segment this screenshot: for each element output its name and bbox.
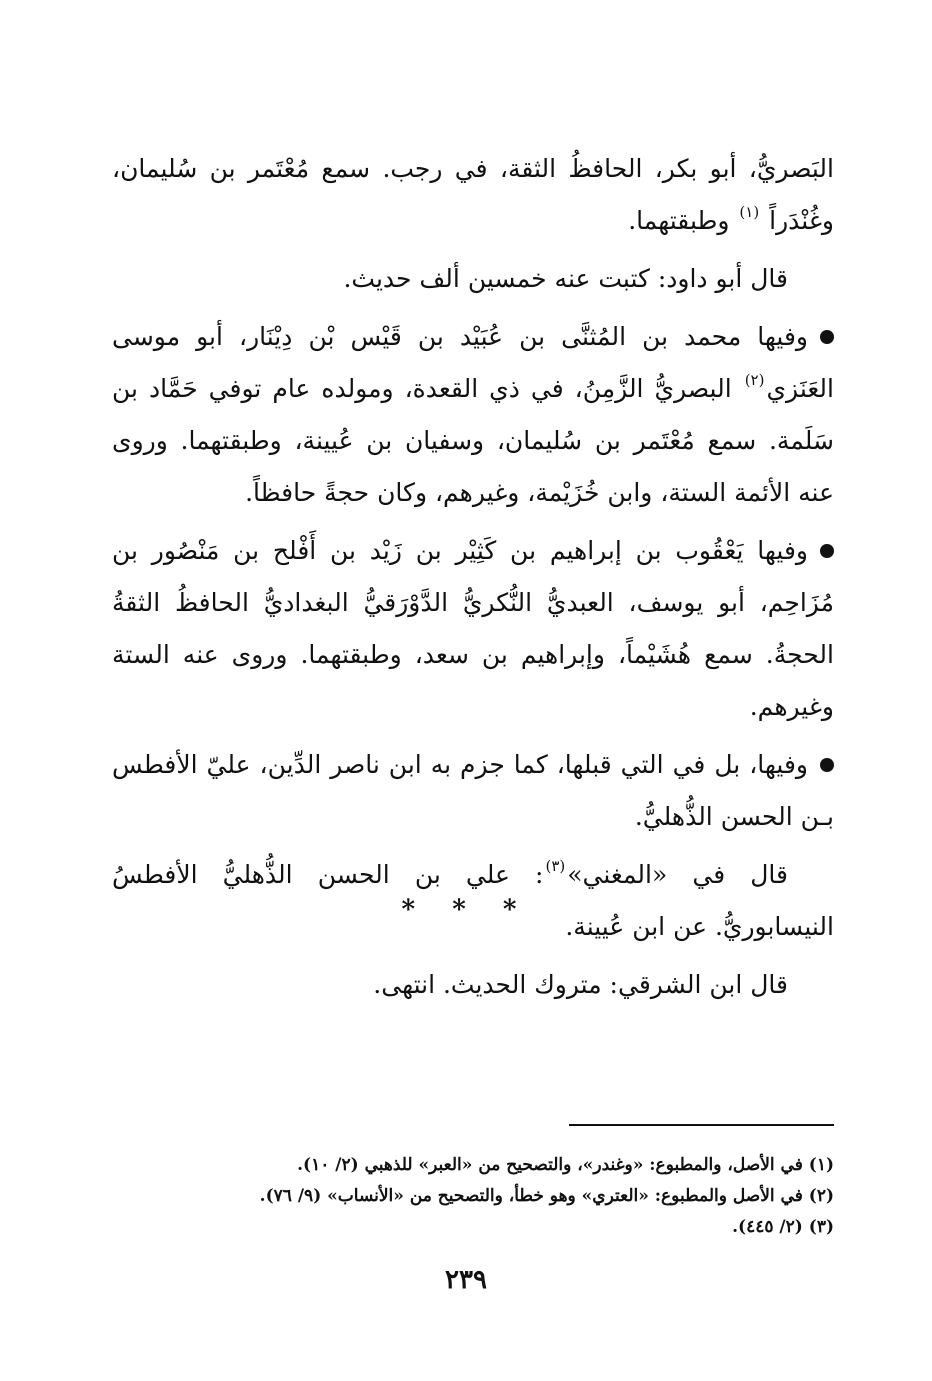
paragraph-1-line-2b: وطبقتهما. — [628, 206, 730, 235]
paragraph-4 — [112, 525, 834, 733]
paragraph-7: قال ابن الشرقي: متروك الحديث. انتهى. — [373, 970, 788, 999]
footnote-ref-3[interactable]: (٣) — [545, 856, 566, 875]
bullet-icon — [820, 330, 834, 344]
paragraph-1 — [112, 143, 834, 247]
paragraph-3-part-a: وفيها محمد بن المُثنَّى بن عُبَيْد بن قَيْس بْن دِيْنَار، أبو موسى العَنَزي — [112, 322, 834, 403]
footnote-2: (٢) في الأصل والمطبوع: «العتري» وهو خطأ، والتصحيح من «الأنساب» (٩/ ٧٦). — [259, 1186, 834, 1206]
footnote-ref-2[interactable]: (٢) — [744, 370, 765, 389]
footnotes — [112, 1150, 834, 1243]
paragraph-6-part-a: قال في «المغني» — [567, 860, 788, 889]
paragraph-1-line-2a: وغُنْدَراً — [769, 206, 834, 235]
paragraph-3 — [112, 311, 834, 519]
paragraph-5-text: وفيها، بل في التي قبلها، كما جزم به ابن ناصر الدِّين، عليّ الأفطس بـن الحسن الذُّهليُّ. — [112, 750, 834, 831]
paragraph-3-part-b: البصريُّ الزَّمِنُ، في ذي القعدة، ومولده عام توفي حَمَّاد بن سَلَمة. سمع مُعْتَمر بن سُليمان، وسفيان بن عُيينة، وطبقتهما. وروى عنه الأئمة الستة، وابن خُزَيْمة، وغيرهم، وكان حجةً حافظاً. — [112, 374, 834, 507]
footnote-1: (١) في الأصل، والمطبوع: «وغندر»، والتصحيح من «العبر» للذهبي (٢/ ١٠). — [297, 1155, 834, 1175]
bullet-icon — [820, 758, 834, 772]
main-text — [112, 143, 834, 1017]
footnote-ref-1[interactable]: (١) — [739, 202, 760, 221]
paragraph-4-text: وفيها يَعْقُوب بن إبراهيم بن كَثِيْر بن زَيْد بن أَفْلح بن مَنْصُور بن مُزَاحِم، أبو يوسف، العبديُّ النُّكريُّ الدَّوْرَقيُّ البغداديُّ الحافظُ الثقةُ الحجةُ. سمع هُشَيْماً، وإبراهيم بن سعد، وطبقتهما. وروى عنه الستة وغيرهم. — [112, 536, 834, 721]
paragraph-2: قال أبو داود: كتبت عنه خمسين ألف حديث. — [343, 264, 788, 293]
section-separator: * * * — [401, 895, 531, 925]
page-number: ٢٣٩ — [445, 1265, 487, 1295]
paragraph-1-line-1: البَصريُّ، أبو بكر، الحافظُ الثقة، في رجب. سمع مُعْتَمر بن سُليمان، — [112, 154, 834, 183]
paragraph-5 — [112, 739, 834, 843]
footnote-divider — [569, 1124, 834, 1126]
paragraph-6-part-b: : علي بن الحسن الذُّهليُّ الأفطسُ النيسابوريُّ. عن ابن عُيينة. — [112, 860, 834, 941]
bullet-icon — [820, 544, 834, 558]
footnote-3: (٣) (٢/ ٤٤٥). — [732, 1217, 834, 1237]
